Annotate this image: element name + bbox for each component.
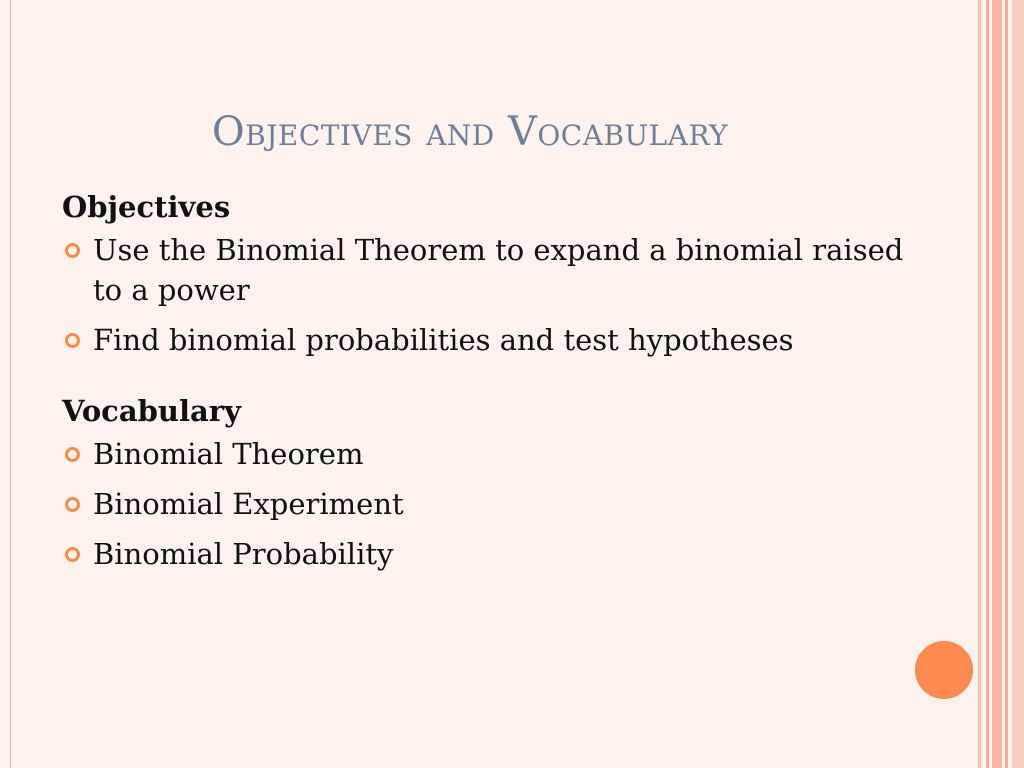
right-decorative-stripes [978,0,1024,768]
bullet-circle-icon [65,243,80,258]
objectives-heading: Objectives [62,190,231,224]
stripe [992,0,1002,768]
objective-text: Use the Binomial Theorem to expand a binomial raised to a power [93,233,904,307]
stripe [1012,0,1024,768]
accent-circle [913,639,975,701]
objective-text: Find binomial probabilities and test hypotheses [93,323,794,357]
left-border-line [10,0,11,768]
list-item [62,434,922,474]
list-item [62,484,922,524]
list-item [62,534,922,574]
slide-title: Objectives and Vocabulary [211,109,729,155]
stripe [1005,0,1008,768]
vocabulary-term: Binomial Probability [93,537,394,571]
vocabulary-heading: Vocabulary [62,394,241,428]
slide-content [62,184,922,584]
bullet-circle-icon [65,447,80,462]
vocabulary-term: Binomial Theorem [93,437,364,471]
bullet-circle-icon [65,547,80,562]
bullet-circle-icon [65,333,80,348]
stripe [986,0,989,768]
stripe [978,0,981,768]
list-item [62,230,922,310]
list-item [62,320,922,360]
objectives-list [62,230,922,360]
vocabulary-term: Binomial Experiment [93,487,404,521]
bullet-circle-icon [65,497,80,512]
vocabulary-list [62,434,922,574]
